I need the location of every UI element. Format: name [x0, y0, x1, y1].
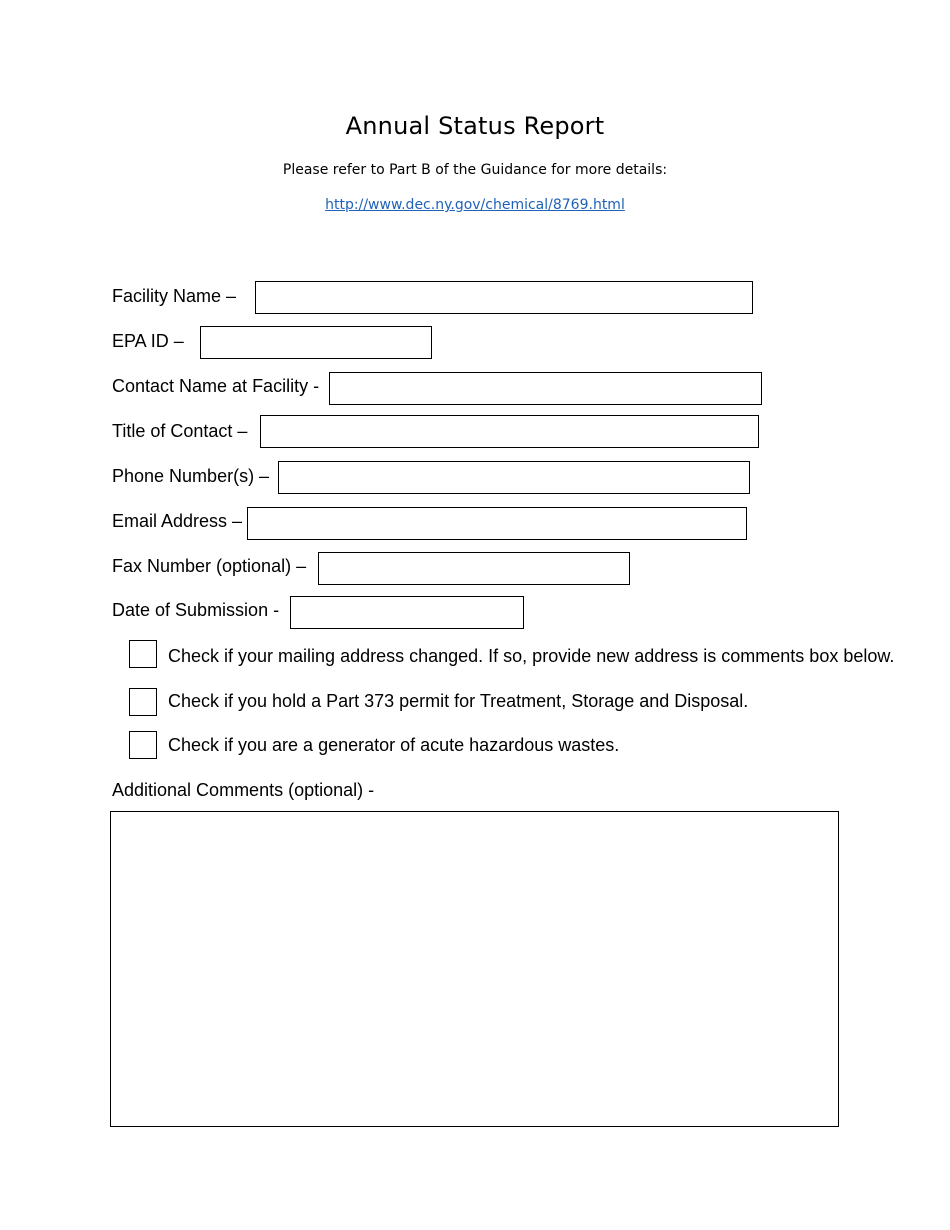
epa-id-label: EPA ID – — [112, 331, 184, 351]
submission-date-field[interactable] — [290, 596, 524, 629]
fax-label: Fax Number (optional) – — [112, 556, 307, 576]
facility-name-label: Facility Name – — [112, 286, 237, 306]
contact-title-field[interactable] — [260, 415, 759, 448]
contact-name-field[interactable] — [329, 372, 762, 405]
comments-textarea[interactable] — [110, 811, 839, 1127]
page-title: Annual Status Report — [345, 112, 605, 140]
facility-name-field[interactable] — [255, 281, 753, 314]
part373-permit-label: Check if you hold a Part 373 permit for Treatment, Storage and Disposal. — [168, 691, 749, 711]
contact-title-label: Title of Contact – — [112, 421, 248, 441]
acute-generator-checkbox[interactable] — [129, 731, 157, 759]
acute-generator-label: Check if you are a generator of acute hazardous wastes. — [168, 735, 620, 755]
epa-id-field[interactable] — [200, 326, 432, 359]
guidance-note: Please refer to Part B of the Guidance for more details: — [282, 162, 668, 178]
address-changed-label: Check if your mailing address changed. If so, provide new address is comments box below. — [168, 646, 895, 666]
email-field[interactable] — [247, 507, 747, 540]
phone-label: Phone Number(s) – — [112, 466, 270, 486]
phone-field[interactable] — [278, 461, 750, 494]
contact-name-label: Contact Name at Facility - — [112, 376, 320, 396]
email-label: Email Address – — [112, 511, 243, 531]
part373-permit-checkbox[interactable] — [129, 688, 157, 716]
guidance-link[interactable]: http://www.dec.ny.gov/chemical/8769.html — [325, 197, 625, 213]
comments-label: Additional Comments (optional) - — [112, 780, 375, 800]
submission-date-label: Date of Submission - — [112, 600, 280, 620]
address-changed-checkbox[interactable] — [129, 640, 157, 668]
guidance-link-wrap — [0, 197, 950, 213]
fax-field[interactable] — [318, 552, 630, 585]
